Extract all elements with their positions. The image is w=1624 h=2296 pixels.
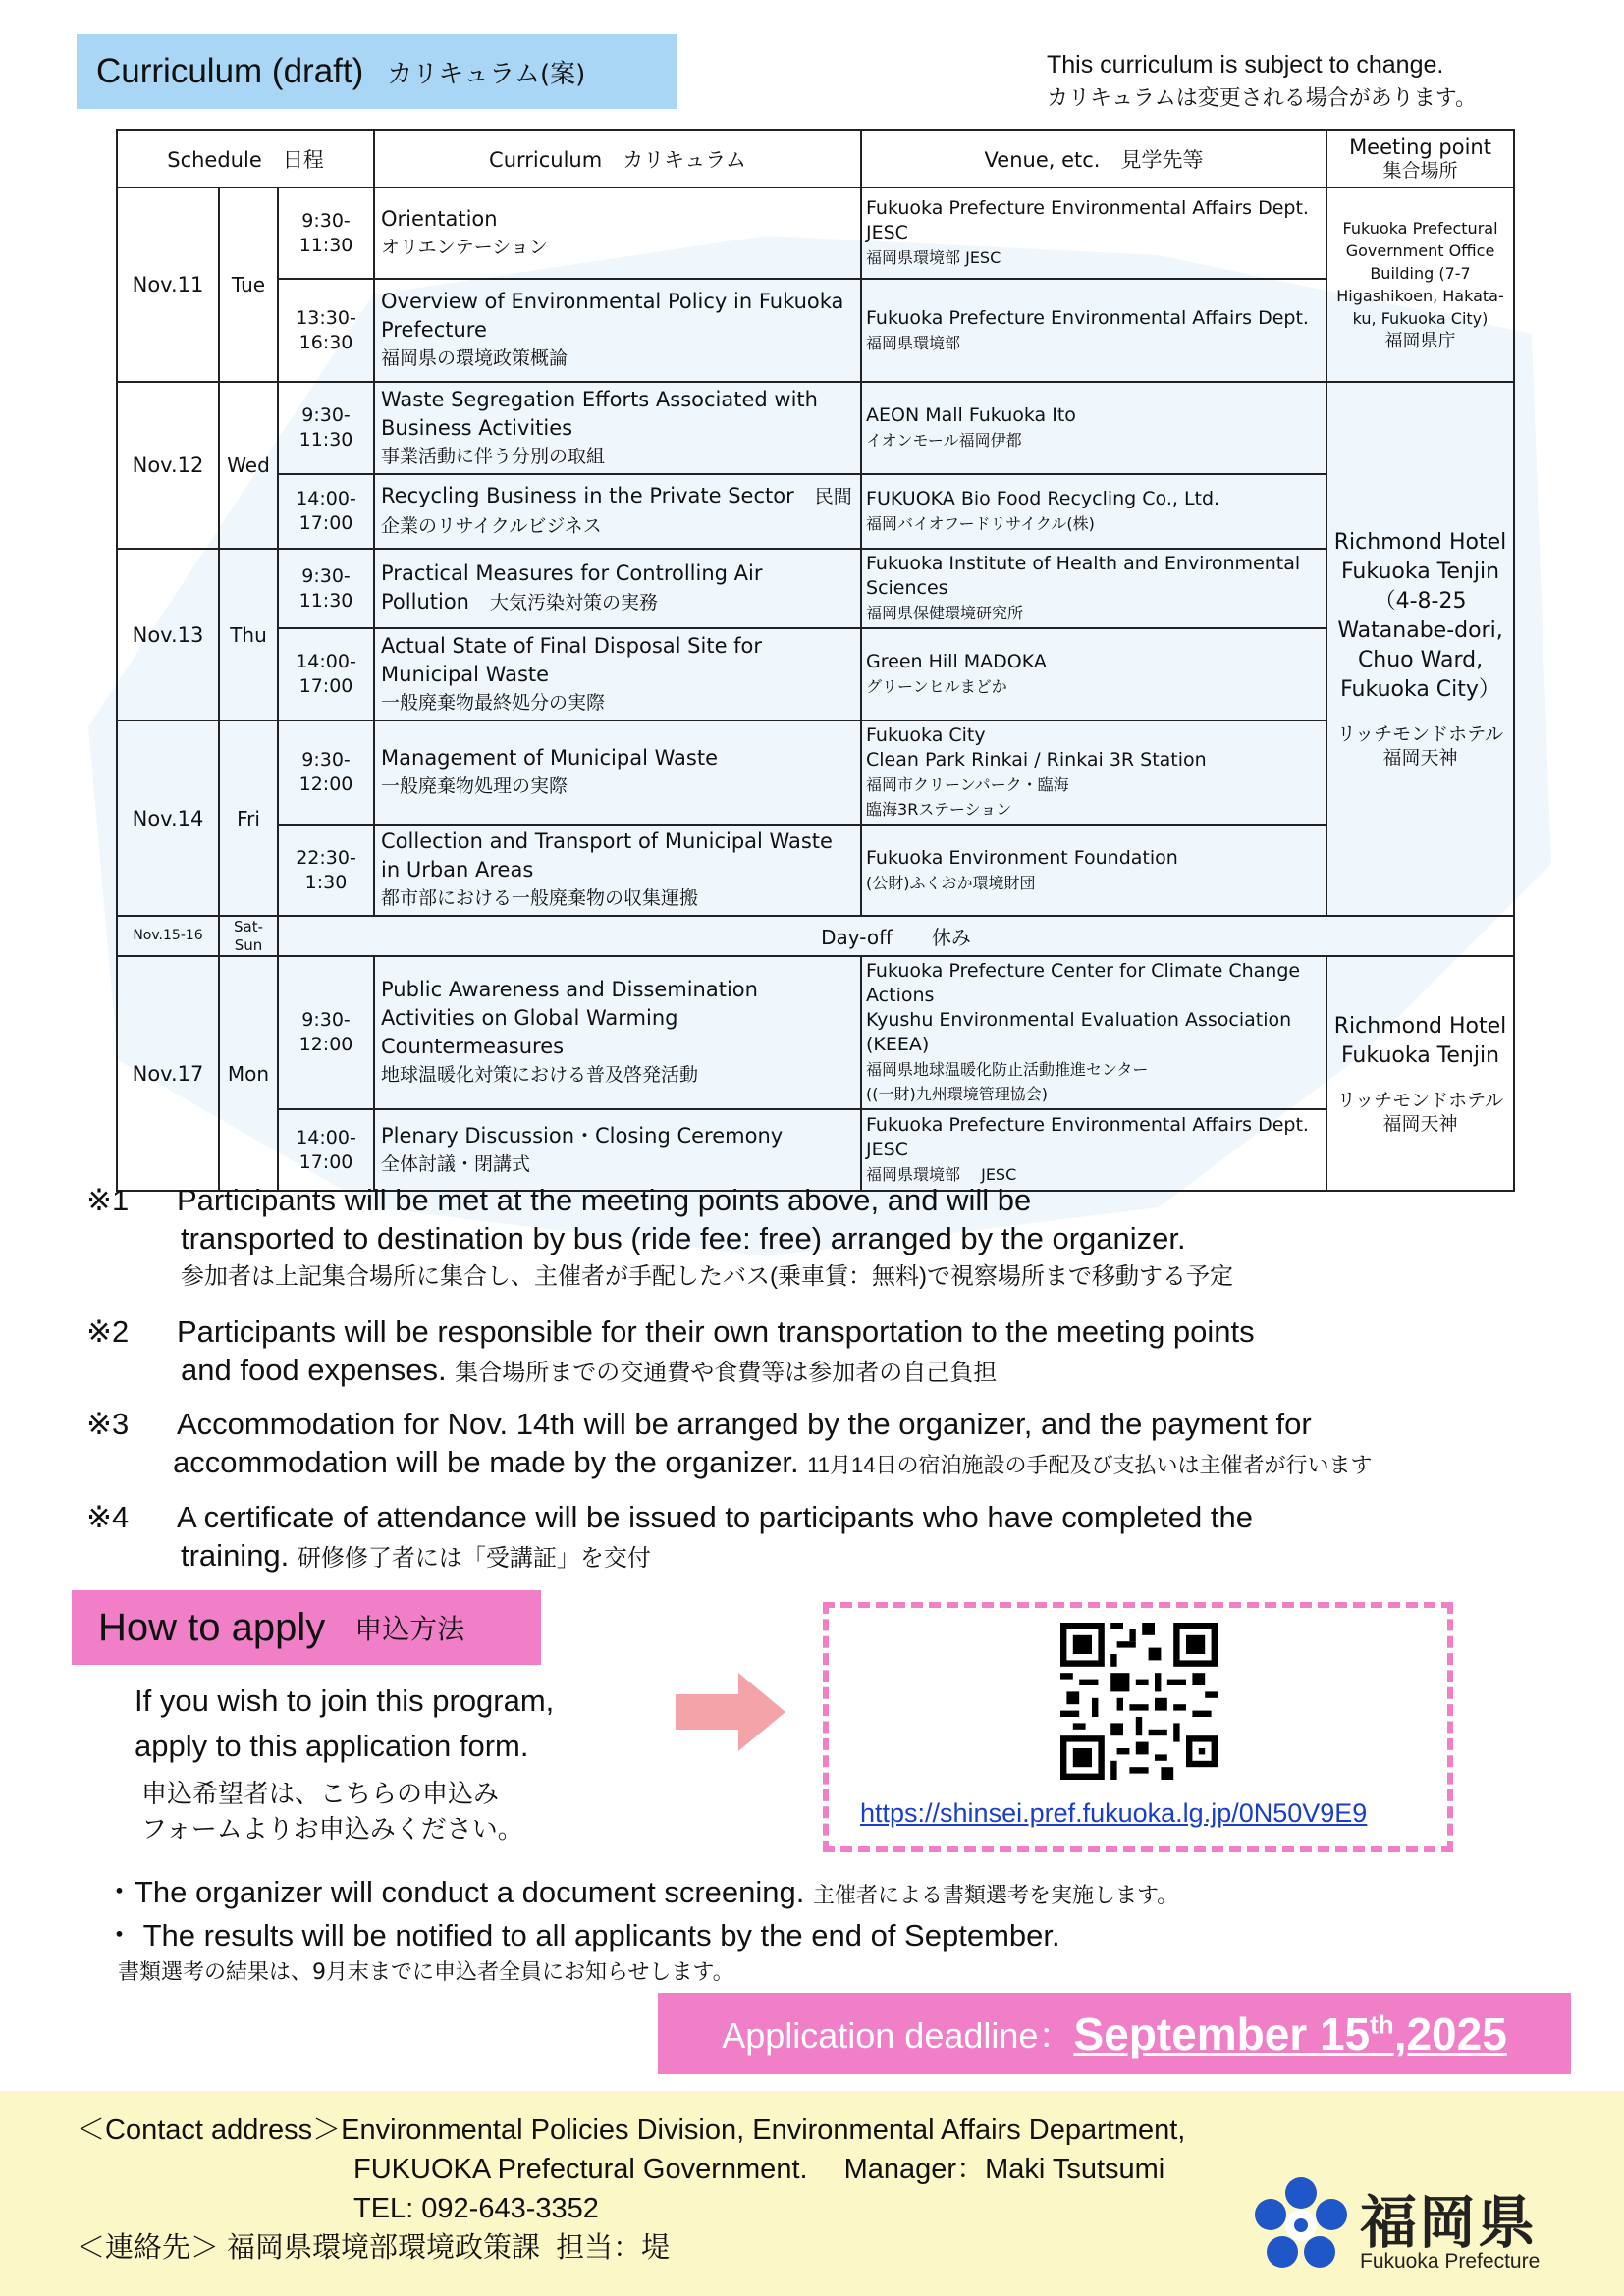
note-line: accommodation will be made by the organizer. (173, 1445, 799, 1479)
deadline-date-main: September 15 (1073, 2007, 1371, 2059)
time-cell: 9:30-12:00 (278, 721, 374, 825)
logo-subtext: Fukuoka Prefecture (1360, 2250, 1541, 2272)
table-row (117, 549, 1514, 628)
venue-name-jp: 福岡県環境部 JESC (866, 1165, 1017, 1184)
how-to-apply-title: How to apply (98, 1605, 326, 1649)
note-line: Accommodation for Nov. 14th will be arranged by the organizer, and the payment for (177, 1407, 1312, 1441)
day-cell: Mon (219, 956, 278, 1191)
deadline-label: Application deadline： (722, 2015, 1074, 2056)
dayoff-label: Day-off 休み (278, 916, 1514, 956)
subject-to-change-note (1047, 49, 1477, 114)
header-venue: Venue, etc. 見学先等 (861, 130, 1326, 187)
table-row (117, 1109, 1514, 1191)
apply-instructions (135, 1679, 554, 1769)
curriculum-table (116, 129, 1515, 1192)
curriculum-cell (374, 956, 861, 1109)
how-to-apply-title-jp: 申込方法 (354, 1613, 465, 1645)
table-header-row (117, 130, 1514, 187)
venue-name: Green Hill MADOKA (866, 651, 1047, 672)
curriculum-title: Orientation (381, 206, 498, 231)
curriculum-title: Overview of Environmental Policy in Fukuoka Prefecture (381, 290, 844, 342)
venue-name-jp: 福岡バイオフードリサイクル(株) (866, 514, 1095, 533)
note-jp: 研修修了者には「受講証」を交付 (297, 1545, 651, 1572)
curriculum-title-jp: 民間企業のリサイクルビジネス (381, 486, 852, 537)
curriculum-cell (374, 279, 861, 382)
deadline-date-suffix: th (1370, 2009, 1394, 2040)
meeting-point-2: Richmond Hotel Fukuoka Tenjin （4-8-25 Watanabe-dori, Chuo Ward, Fukuoka City） (1333, 530, 1507, 702)
time-cell: 22:30-1:30 (278, 825, 374, 916)
venue-name: Fukuoka Environment Foundation (866, 846, 1178, 869)
curriculum-title: Plenary Discussion・Closing Ceremony (381, 1123, 784, 1148)
day-cell: Thu (219, 549, 278, 721)
contact-line: FUKUOKA Prefectural Government. Manager：Maki Tsutsumi (353, 2154, 1165, 2185)
venue-name-jp: 福岡市クリーンパーク・臨海 (866, 775, 1069, 794)
meeting-point-cell (1326, 187, 1514, 382)
curriculum-title-jp: 全体討議・閉講式 (381, 1152, 531, 1175)
curriculum-title: Management of Municipal Waste (381, 746, 718, 770)
header-meeting-en: Meeting point (1349, 134, 1491, 159)
note-3 (86, 1405, 1373, 1484)
note-line: transported to destination by bus (ride fee: free) arranged by the organizer. (181, 1221, 1186, 1255)
curriculum-title-jp: 一般廃棄物処理の実際 (381, 775, 568, 797)
time-cell: 9:30-12:00 (278, 956, 374, 1109)
table-row (117, 825, 1514, 916)
venue-name: Fukuoka Prefecture Environmental Affairs Dept. JESC (866, 1114, 1327, 1160)
note-line: A certificate of attendance will be issued to participants who have completed the (177, 1500, 1253, 1534)
curriculum-cell (374, 474, 861, 549)
table-row (117, 279, 1514, 382)
curriculum-title-box (77, 34, 677, 109)
page-title: Curriculum (draft) (96, 52, 364, 90)
curriculum-title: Waste Segregation Efforts Associated with Business Activities (381, 387, 818, 440)
table-row (117, 956, 1514, 1109)
note-jp: カリキュラムは変更される場合があります。 (1047, 85, 1478, 110)
date-cell: Nov.14 (117, 721, 219, 916)
date-cell: Nov.11 (117, 187, 219, 382)
arrow-right-icon (676, 1673, 785, 1751)
date-cell: Nov.13 (117, 549, 219, 721)
note-jp: 集合場所までの交通費や食費等は参加者の自己負担 (455, 1360, 998, 1386)
contact-address (77, 2110, 1185, 2268)
fukuoka-prefecture-emblem-icon (1247, 2171, 1355, 2279)
day-cell: Sat-Sun (219, 916, 278, 956)
note-en: This curriculum is subject to change. (1047, 51, 1444, 79)
venue-name-jp: (公財)ふくおか環境財団 (866, 873, 1036, 892)
meeting-point-1-jp: 福岡県庁 (1384, 331, 1456, 351)
apply-text-line: apply to this application form. (135, 1729, 529, 1763)
bullet-results (104, 1910, 1060, 1954)
venue-cell (861, 1109, 1326, 1191)
note-1 (86, 1181, 1233, 1296)
venue-cell (861, 956, 1326, 1109)
application-deadline-box (658, 1993, 1571, 2074)
apply-text-jp-line: フォームよりお申込みください。 (141, 1815, 523, 1844)
apply-text-line: If you wish to join this program, (135, 1683, 555, 1718)
header-meeting (1326, 130, 1514, 187)
apply-instructions-jp (141, 1777, 523, 1847)
note-line: and food expenses. (181, 1353, 447, 1387)
venue-name: Fukuoka Prefecture Center for Climate Change Actions (866, 960, 1301, 1006)
curriculum-cell (374, 549, 861, 628)
venue-cell (861, 549, 1326, 628)
venue-cell (861, 279, 1326, 382)
deadline-date (1073, 2007, 1506, 2060)
curriculum-cell (374, 721, 861, 825)
curriculum-cell (374, 382, 861, 474)
table-row (117, 187, 1514, 279)
header-schedule: Schedule 日程 (117, 130, 374, 187)
bullet-screening (104, 1867, 1178, 1911)
deadline-date-year: ,2025 (1393, 2007, 1507, 2059)
meeting-point-1: Fukuoka Prefectural Government Office Building (7-7 Higashikoen, Hakata-ku, Fukuoka City) (1336, 219, 1504, 328)
venue-cell (861, 825, 1326, 916)
note-jp: 参加者は上記集合場所に集合し、主催者が手配したバス(乗車賃：無料)で視察場所まで移動する予定 (181, 1263, 1233, 1290)
curriculum-title-jp: 一般廃棄物最終処分の実際 (381, 691, 606, 714)
note-line: Participants will be met at the meeting points above, and will be (177, 1183, 1032, 1217)
curriculum-title: Collection and Transport of Municipal Waste in Urban Areas (381, 829, 833, 881)
note-mark: ※2 (86, 1314, 130, 1349)
bullet-text: ・The organizer will conduct a document screening. (104, 1875, 805, 1909)
bullet-text: ・ The results will be notified to all applicants by the end of September. (104, 1918, 1060, 1952)
venue-cell (861, 474, 1326, 549)
curriculum-title-jp: 大気汚染対策の実務 (489, 592, 658, 614)
time-cell: 14:00-17:00 (278, 474, 374, 549)
venue-cell (861, 721, 1326, 825)
venue-cell (861, 628, 1326, 721)
curriculum-title: Practical Measures for Controlling Air Pollution (381, 561, 763, 614)
date-cell: Nov.12 (117, 382, 219, 549)
curriculum-cell (374, 628, 861, 721)
note-mark: ※1 (86, 1183, 130, 1217)
table-row (117, 628, 1514, 721)
curriculum-title-jp: 福岡県の環境政策概論 (381, 347, 568, 369)
meeting-point-cell (1326, 956, 1514, 1191)
venue-name-2: Clean Park Rinkai / Rinkai 3R Station (866, 749, 1207, 771)
venue-cell (861, 382, 1326, 474)
logo-text: 福岡県 (1360, 2189, 1538, 2256)
venue-name-jp-2: ((一財)九州環境管理協会) (866, 1085, 1048, 1103)
curriculum-cell (374, 825, 861, 916)
qr-code-icon[interactable] (1060, 1623, 1218, 1780)
note-2 (86, 1312, 1255, 1392)
table-row (117, 382, 1514, 474)
note-line: Participants will be responsible for their own transportation to the meeting points (177, 1314, 1255, 1349)
venue-cell (861, 187, 1326, 279)
date-cell: Nov.17 (117, 956, 219, 1191)
note-4 (86, 1498, 1253, 1577)
table-row (117, 474, 1514, 549)
contact-line-jp: ＜連絡先＞ 福岡県環境部環境政策課 担当：堤 (77, 2232, 671, 2264)
curriculum-title: Recycling Business in the Private Sector (381, 484, 794, 507)
apply-text-jp-line: 申込希望者は、こちらの申込み (141, 1780, 500, 1809)
venue-name: AEON Mall Fukuoka Ito (866, 404, 1076, 426)
meeting-point-3: Richmond Hotel Fukuoka Tenjin (1333, 1013, 1507, 1068)
time-cell: 9:30-11:30 (278, 187, 374, 279)
venue-name-jp: 福岡県環境部 (866, 333, 961, 352)
application-form-link[interactable]: https://shinsei.pref.fukuoka.lg.jp/0N50V9E9 (860, 1798, 1368, 1828)
venue-name: Fukuoka Prefecture Environmental Affairs Dept. JESC (866, 197, 1327, 243)
venue-name-jp: イオンモール福岡伊都 (866, 431, 1022, 450)
note-line: training. (181, 1538, 290, 1573)
venue-name-jp: グリーンヒルまどか (866, 677, 1007, 696)
curriculum-title-jp: 地球温暖化対策における普及啓発活動 (381, 1064, 699, 1086)
page-title-jp: カリキュラム(案) (387, 59, 586, 89)
header-curriculum: Curriculum カリキュラム (374, 130, 861, 187)
date-cell: Nov.15-16 (117, 916, 219, 956)
curriculum-title-jp: オリエンテーション (381, 236, 548, 258)
table-row (117, 721, 1514, 825)
curriculum-cell (374, 187, 861, 279)
venue-name: Fukuoka City (866, 724, 986, 746)
how-to-apply-box (72, 1590, 541, 1665)
time-cell: 13:30-16:30 (278, 279, 374, 382)
curriculum-title: Public Awareness and Dissemination Activities on Global Warming Countermeasures (381, 978, 758, 1058)
meeting-point-cell (1326, 382, 1514, 916)
curriculum-cell (374, 1109, 861, 1191)
day-cell: Fri (219, 721, 278, 916)
note-mark: ※4 (86, 1500, 130, 1534)
day-cell: Tue (219, 187, 278, 382)
bullet-text-jp: 主催者による書類選考を実施します。 (813, 1883, 1179, 1907)
time-cell: 9:30-11:30 (278, 382, 374, 474)
day-cell: Wed (219, 382, 278, 549)
venue-name-2: Kyushu Environmental Evaluation Association (KEEA) (866, 1009, 1292, 1055)
meeting-point-3-jp: リッチモンドホテル福岡天神 (1336, 1089, 1504, 1135)
bullet-results-jp: 書類選考の結果は、9月末までに申込者全員にお知らせします。 (118, 1960, 734, 1985)
dayoff-row (117, 916, 1514, 956)
curriculum-title-jp: 都市部における一般廃棄物の収集運搬 (381, 887, 699, 909)
venue-name: Fukuoka Institute of Health and Environmental Sciences (866, 553, 1301, 599)
venue-name: Fukuoka Prefecture Environmental Affairs Dept. (866, 306, 1309, 329)
venue-name-jp-2: 臨海3Rステーション (866, 800, 1012, 819)
venue-name-jp: 福岡県保健環境研究所 (866, 604, 1024, 622)
curriculum-title-jp: 事業活動に伴う分別の取組 (381, 445, 606, 467)
contact-line: ＜Contact address＞Environmental Policies Division, Environmental Affairs Department, (77, 2114, 1186, 2146)
time-cell: 14:00-17:00 (278, 628, 374, 721)
note-jp: 11月14日の宿泊施設の手配及び支払いは主催者が行います (807, 1453, 1373, 1477)
time-cell: 14:00-17:00 (278, 1109, 374, 1191)
contact-phone: TEL: 092-643-3352 (353, 2193, 599, 2224)
venue-name-jp: 福岡県環境部 JESC (866, 248, 1001, 267)
note-mark: ※3 (86, 1407, 130, 1441)
meeting-point-2-jp: リッチモンドホテル福岡天神 (1336, 723, 1504, 769)
time-cell: 9:30-11:30 (278, 549, 374, 628)
curriculum-title: Actual State of Final Disposal Site for Municipal Waste (381, 633, 763, 686)
venue-name: FUKUOKA Bio Food Recycling Co., Ltd. (866, 488, 1220, 509)
venue-name-jp: 福岡県地球温暖化防止活動推進センター (866, 1060, 1149, 1079)
header-meeting-jp: 集合場所 (1382, 159, 1458, 182)
